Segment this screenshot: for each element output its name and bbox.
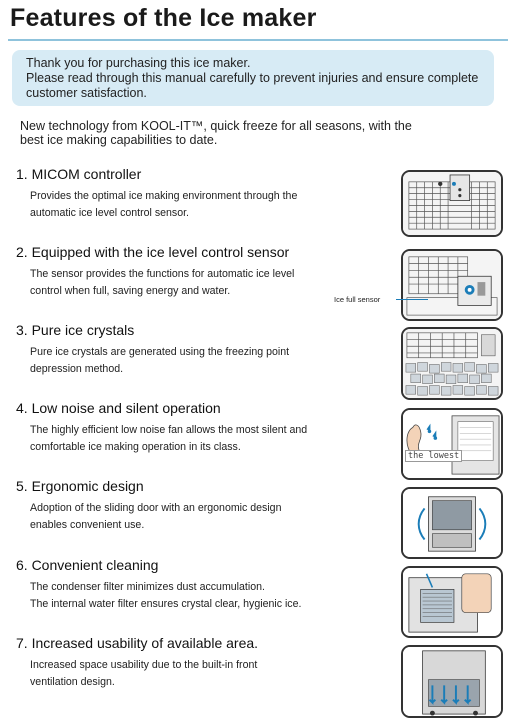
ice-full-sensor-label: Ice full sensor	[334, 295, 381, 304]
tagline	[20, 119, 412, 147]
feature-description: control when full, saving energy and water.	[30, 285, 231, 297]
feature-description: comfortable ice making operation in its class.	[30, 441, 241, 453]
page-title: Features of the Ice maker	[10, 4, 317, 32]
feature-title: 1. MICOM controller	[16, 166, 142, 182]
feature-ice-level-sensor	[16, 244, 386, 300]
feature-description: Pure ice crystals are generated using the freezing point	[30, 346, 290, 358]
intro-line: Please read through this manual carefully to prevent injuries and ensure complete	[26, 71, 479, 85]
feature-usability-area	[16, 635, 386, 691]
feature-description: The sensor provides the functions for automatic ice level	[30, 268, 295, 280]
feature-description: The internal water filter ensures crystal clear, hygienic ice.	[30, 598, 302, 610]
micom-controller-image	[401, 170, 503, 237]
feature-title: 5. Ergonomic design	[16, 478, 144, 494]
feature-ergonomic-design	[16, 478, 386, 534]
feature-description: Adoption of the sliding door with an ergonomic design	[30, 502, 282, 514]
intro-line: Thank you for purchasing this ice maker.	[26, 56, 251, 70]
feature-description: ventilation design.	[30, 676, 115, 688]
tagline-line: best ice making capabilities to date.	[20, 133, 218, 147]
ergonomic-design-image	[401, 487, 503, 559]
convenient-cleaning-image	[401, 566, 503, 638]
feature-low-noise	[16, 400, 386, 456]
feature-title: 7. Increased usability of available area.	[16, 635, 259, 651]
ice-crystals-image	[401, 327, 503, 400]
feature-description: Provides the optimal ice making environment through the	[30, 190, 298, 202]
intro-box	[12, 50, 494, 106]
feature-title: 2. Equipped with the ice level control sensor	[16, 244, 290, 260]
feature-description: Increased space usability due to the built-in front	[30, 659, 258, 671]
feature-description: enables convenient use.	[30, 519, 145, 531]
feature-title: 4. Low noise and silent operation	[16, 400, 221, 416]
low-noise-caption: the lowest	[405, 450, 462, 462]
feature-pure-ice-crystals	[16, 322, 386, 378]
feature-convenient-cleaning	[16, 557, 386, 613]
feature-description: The highly efficient low noise fan allows the most silent and	[30, 424, 308, 436]
feature-micom-controller	[16, 166, 386, 222]
feature-description: The condenser filter minimizes dust accumulation.	[30, 581, 265, 593]
ice-level-sensor-image	[401, 249, 503, 321]
sensor-callout-line	[396, 299, 428, 300]
tagline-line: New technology from KOOL-IT™, quick freeze for all seasons, with the	[20, 119, 412, 133]
intro-line: customer satisfaction.	[26, 86, 147, 100]
feature-title: 6. Convenient cleaning	[16, 557, 159, 573]
low-noise-image	[401, 408, 503, 480]
title-divider	[8, 39, 508, 41]
feature-description: depression method.	[30, 363, 124, 375]
feature-title: 3. Pure ice crystals	[16, 322, 135, 338]
front-ventilation-image	[401, 645, 503, 718]
feature-description: automatic ice level control sensor.	[30, 207, 189, 219]
